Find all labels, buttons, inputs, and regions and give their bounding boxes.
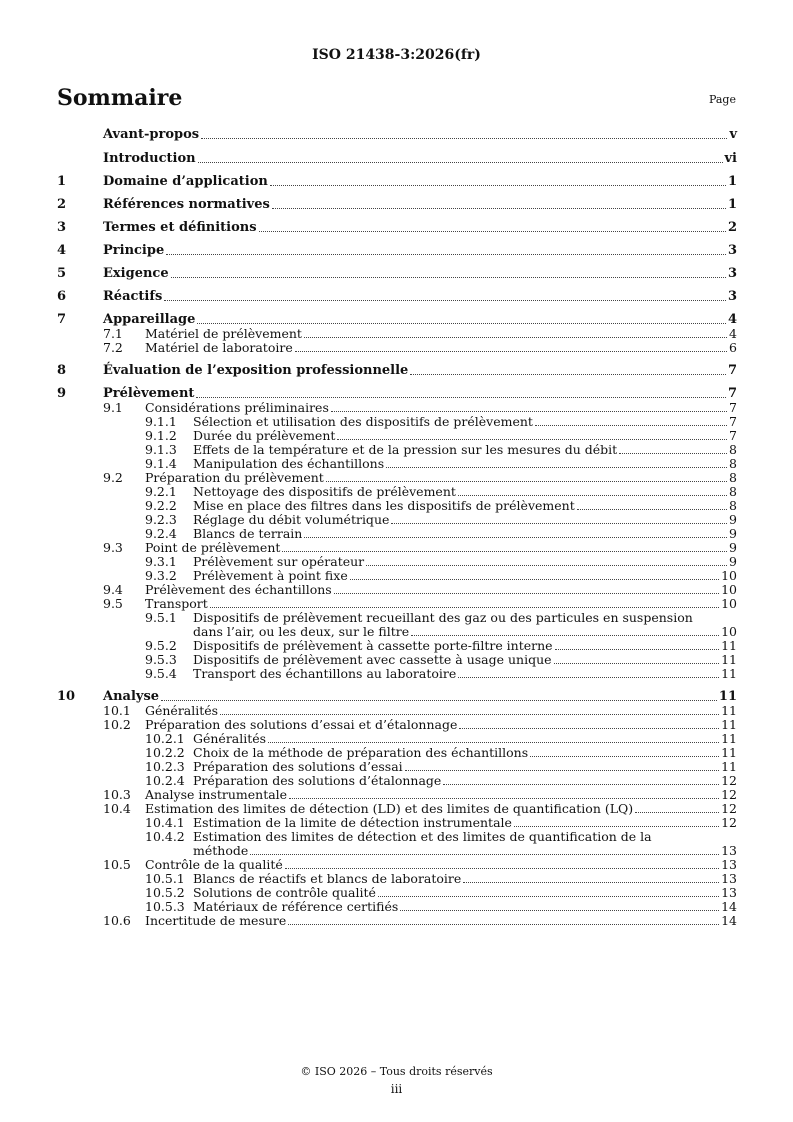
toc-entry-page: 11 xyxy=(721,638,737,653)
toc-entry-title: Principe xyxy=(103,243,165,258)
toc-entry[interactable] xyxy=(57,569,737,583)
toc-entry[interactable] xyxy=(57,198,737,212)
table-of-contents xyxy=(57,128,737,928)
dot-leader xyxy=(350,579,719,580)
toc-entry-title: Durée du prélèvement xyxy=(193,428,336,443)
toc-entry-page: 7 xyxy=(729,400,737,415)
toc-entry-page: 12 xyxy=(721,815,737,830)
dot-leader xyxy=(554,663,720,664)
toc-entry-number: 9.2.1 xyxy=(145,484,177,499)
toc-entry-title: Matériel de prélèvement xyxy=(145,326,302,341)
toc-entry-number: 9.5.4 xyxy=(145,666,177,681)
toc-entry-number: 8 xyxy=(57,363,67,378)
toc-entry-title: Estimation des limites de détection et des limites de quantification de la xyxy=(193,829,652,844)
toc-entry-title: Prélèvement sur opérateur xyxy=(193,554,365,569)
toc-entry-number: 6 xyxy=(57,289,67,304)
toc-entry-number: 10 xyxy=(57,689,76,704)
toc-entry-title: Blancs de terrain xyxy=(193,526,303,541)
toc-entry[interactable] xyxy=(57,816,737,830)
toc-entry-title: Mise en place des filtres dans les dispositifs de prélèvement xyxy=(193,498,575,513)
toc-entry[interactable] xyxy=(57,718,737,732)
toc-entry[interactable] xyxy=(57,443,737,457)
dot-leader xyxy=(304,337,727,338)
toc-entry-title: Considérations préliminaires xyxy=(145,400,329,415)
toc-entry-page: 3 xyxy=(727,289,737,304)
dot-leader xyxy=(198,162,723,163)
toc-entry-page: 7 xyxy=(727,363,737,378)
toc-entry-title: Incertitude de mesure xyxy=(145,913,287,928)
toc-entry-number: 9.1.1 xyxy=(145,414,177,429)
toc-entry-title: Prélèvement xyxy=(103,386,195,401)
dot-leader xyxy=(458,677,719,678)
toc-entry-page: 13 xyxy=(721,857,737,872)
toc-entry[interactable] xyxy=(57,128,737,142)
toc-entry[interactable] xyxy=(57,152,737,166)
page-number: iii xyxy=(390,1082,403,1096)
toc-entry-title: Choix de la méthode de préparation des échantillons xyxy=(193,745,529,760)
dot-leader xyxy=(196,397,726,398)
dot-leader xyxy=(220,714,719,715)
toc-entry[interactable] xyxy=(57,221,737,235)
dot-leader xyxy=(334,593,719,594)
toc-entry-number: 7.1 xyxy=(103,326,123,341)
toc-entry[interactable] xyxy=(57,583,737,597)
toc-entry[interactable] xyxy=(57,872,737,886)
dot-leader xyxy=(400,910,719,911)
dot-leader xyxy=(458,495,727,496)
toc-entry[interactable] xyxy=(57,415,737,429)
toc-entry-title: Manipulation des échantillons xyxy=(193,456,385,471)
toc-entry-page: 13 xyxy=(721,871,737,886)
toc-entry-title: Effets de la température et de la pression sur les mesures du débit xyxy=(193,442,618,457)
toc-entry-title: Termes et définitions xyxy=(103,220,257,235)
toc-entry-number: 9.3.1 xyxy=(145,554,177,569)
toc-entry-continuation xyxy=(57,625,737,639)
toc-entry-page: 9 xyxy=(729,526,737,541)
toc-entry-page: 11 xyxy=(718,689,737,704)
page-column-label: Page xyxy=(708,93,736,106)
toc-entry-page: 11 xyxy=(721,666,737,681)
toc-entry-title: Domaine d’application xyxy=(103,174,268,189)
toc-entry-number: 1 xyxy=(57,174,67,189)
toc-entry[interactable] xyxy=(57,746,737,760)
dot-leader xyxy=(337,439,727,440)
toc-entry-number: 10.5.1 xyxy=(145,871,185,886)
dot-leader xyxy=(577,509,727,510)
toc-entry-title: Analyse instrumentale xyxy=(145,787,288,802)
toc-entry-page: 11 xyxy=(721,745,737,760)
toc-entry-title: Estimation des limites de détection (LD) et des limites de quantification (LQ) xyxy=(145,801,634,816)
toc-entry-title: Préparation des solutions d’essai xyxy=(193,759,403,774)
dot-leader xyxy=(161,700,717,701)
toc-entry-page: 9 xyxy=(729,554,737,569)
toc-entry-page: 11 xyxy=(721,703,737,718)
toc-entry-page: 2 xyxy=(727,220,737,235)
dot-leader xyxy=(295,351,727,352)
toc-entry-number: 10.4.2 xyxy=(145,829,185,844)
toc-entry[interactable] xyxy=(57,513,737,527)
toc-entry[interactable] xyxy=(57,690,737,704)
toc-entry-title: Dispositifs de prélèvement avec cassette à usage unique xyxy=(193,652,552,667)
toc-entry-number: 10.2.2 xyxy=(145,745,185,760)
toc-entry[interactable] xyxy=(57,597,737,611)
toc-entry[interactable] xyxy=(57,611,737,625)
toc-entry[interactable] xyxy=(57,704,737,718)
toc-entry-page: 11 xyxy=(721,759,737,774)
toc-entry-page: 11 xyxy=(721,731,737,746)
dot-leader xyxy=(164,300,726,301)
toc-entry[interactable] xyxy=(57,313,737,327)
dot-leader xyxy=(443,784,719,785)
dot-leader xyxy=(166,254,726,255)
toc-entry-page: 10 xyxy=(721,624,737,639)
dot-leader xyxy=(635,812,719,813)
toc-entry[interactable] xyxy=(57,639,737,653)
toc-entry-page: 3 xyxy=(727,266,737,281)
toc-entry[interactable] xyxy=(57,760,737,774)
toc-entry-number: 9.1.3 xyxy=(145,442,177,457)
dot-leader xyxy=(555,649,720,650)
toc-entry-number: 9.2.2 xyxy=(145,498,177,513)
toc-entry-page: 12 xyxy=(721,801,737,816)
toc-entry-number: 9.1.4 xyxy=(145,456,177,471)
toc-entry-title: Transport xyxy=(145,596,208,611)
toc-entry-number: 2 xyxy=(57,197,67,212)
dot-leader xyxy=(270,185,726,186)
toc-entry-page: 14 xyxy=(721,899,737,914)
toc-entry-number: 9.4 xyxy=(103,582,123,597)
toc-entry-page: 1 xyxy=(727,174,737,189)
toc-entry-page: 10 xyxy=(721,582,737,597)
toc-entry-number: 9.2.4 xyxy=(145,526,177,541)
toc-entry-number: 9.5.2 xyxy=(145,638,177,653)
dot-leader xyxy=(171,277,726,278)
toc-entry[interactable] xyxy=(57,886,737,900)
toc-entry-page: 4 xyxy=(729,326,737,341)
dot-leader xyxy=(411,635,719,636)
toc-entry[interactable] xyxy=(57,527,737,541)
toc-entry-number: 10.3 xyxy=(103,787,131,802)
toc-entry-title: Préparation des solutions d’essai et d’étalonnage xyxy=(145,717,458,732)
toc-entry-title: Exigence xyxy=(103,266,169,281)
dot-leader xyxy=(282,551,727,552)
toc-entry-number: 10.1 xyxy=(103,703,131,718)
toc-entry[interactable] xyxy=(57,788,737,802)
toc-entry-number: 9 xyxy=(57,386,67,401)
dot-leader xyxy=(210,607,719,608)
toc-entry[interactable] xyxy=(57,653,737,667)
toc-entry-page: 3 xyxy=(727,243,737,258)
dot-leader xyxy=(250,854,719,855)
toc-entry[interactable] xyxy=(57,267,737,281)
toc-entry-title: Références normatives xyxy=(103,197,270,212)
toc-entry-number: 9.3 xyxy=(103,540,123,555)
toc-entry-number: 10.4.1 xyxy=(145,815,185,830)
toc-entry-continuation xyxy=(57,844,737,858)
dot-leader xyxy=(288,924,719,925)
toc-entry-page: 1 xyxy=(727,197,737,212)
toc-entry-page: 4 xyxy=(727,312,737,327)
toc-entry[interactable] xyxy=(57,667,737,681)
dot-leader xyxy=(366,565,727,566)
toc-entry[interactable] xyxy=(57,900,737,914)
dot-leader xyxy=(285,868,719,869)
toc-entry[interactable] xyxy=(57,914,737,928)
toc-entry-title: Introduction xyxy=(103,151,196,166)
toc-entry-page: 10 xyxy=(721,596,737,611)
toc-entry-page: 6 xyxy=(729,340,737,355)
toc-entry-title: Blancs de réactifs et blancs de laboratoire xyxy=(193,871,462,886)
toc-entry-page: 9 xyxy=(729,540,737,555)
toc-entry[interactable] xyxy=(57,341,737,355)
toc-entry[interactable] xyxy=(57,858,737,872)
toc-entry-title: Réactifs xyxy=(103,289,163,304)
toc-entry-page: 8 xyxy=(729,470,737,485)
toc-entry-page: 7 xyxy=(729,428,737,443)
dot-leader xyxy=(197,323,726,324)
toc-entry-page: 8 xyxy=(729,456,737,471)
toc-entry-page: 7 xyxy=(727,386,737,401)
toc-entry-title: Généralités xyxy=(145,703,219,718)
toc-entry[interactable] xyxy=(57,175,737,189)
toc-entry-number: 10.5 xyxy=(103,857,131,872)
toc-entry-title-continued: dans l’air, ou les deux, sur le filtre xyxy=(193,624,410,639)
toc-entry[interactable] xyxy=(57,774,737,788)
toc-entry[interactable] xyxy=(57,732,737,746)
toc-entry-page: 9 xyxy=(729,512,737,527)
dot-leader xyxy=(535,425,727,426)
toc-entry-number: 10.2.3 xyxy=(145,759,185,774)
toc-entry-page: 8 xyxy=(729,442,737,457)
toc-entry-title: Dispositifs de prélèvement recueillant des gaz ou des particules en suspension xyxy=(193,610,693,625)
dot-leader xyxy=(391,523,727,524)
toc-entry-number: 9.2.3 xyxy=(145,512,177,527)
toc-entry[interactable] xyxy=(57,555,737,569)
toc-entry-title: Sélection et utilisation des dispositifs de prélèvement xyxy=(193,414,533,429)
toc-entry-title: Évaluation de l’exposition professionnelle xyxy=(103,363,409,378)
toc-entry-number: 10.5.2 xyxy=(145,885,185,900)
dot-leader xyxy=(268,742,719,743)
toc-entry-number: 9.1 xyxy=(103,400,123,415)
toc-entry-title: Estimation de la limite de détection instrumentale xyxy=(193,815,512,830)
toc-entry-page: vi xyxy=(724,151,737,166)
toc-entry-page: 11 xyxy=(721,652,737,667)
toc-entry-page: v xyxy=(729,127,737,142)
toc-entry-title: Généralités xyxy=(193,731,267,746)
toc-entry-page: 11 xyxy=(721,717,737,732)
dot-leader xyxy=(459,728,719,729)
toc-entry[interactable] xyxy=(57,401,737,415)
dot-leader xyxy=(619,453,727,454)
dot-leader xyxy=(289,798,719,799)
toc-entry[interactable] xyxy=(57,457,737,471)
toc-entry[interactable] xyxy=(57,471,737,485)
toc-entry-page: 14 xyxy=(721,913,737,928)
toc-entry-title: Contrôle de la qualité xyxy=(145,857,283,872)
toc-entry-title: Solutions de contrôle qualité xyxy=(193,885,376,900)
dot-leader xyxy=(410,374,726,375)
toc-entry[interactable] xyxy=(57,802,737,816)
toc-entry-title: Analyse xyxy=(103,689,160,704)
toc-entry[interactable] xyxy=(57,327,737,341)
toc-entry-title: Appareillage xyxy=(103,312,196,327)
toc-entry-number: 9.5.3 xyxy=(145,652,177,667)
toc-entry[interactable] xyxy=(57,387,737,401)
dot-leader xyxy=(326,481,727,482)
dot-leader xyxy=(514,826,719,827)
toc-entry[interactable] xyxy=(57,485,737,499)
page-title: Sommaire xyxy=(57,85,183,111)
toc-entry-title: Réglage du débit volumétrique xyxy=(193,512,390,527)
toc-entry-page: 8 xyxy=(729,498,737,513)
toc-entry-number: 9.1.2 xyxy=(145,428,177,443)
toc-entry-title: Prélèvement à point fixe xyxy=(193,568,348,583)
toc-entry-title: Point de prélèvement xyxy=(145,540,281,555)
toc-entry-number: 9.5.1 xyxy=(145,610,177,625)
toc-entry-page: 13 xyxy=(721,843,737,858)
document-id: ISO 21438-3:2026(fr) xyxy=(312,47,481,63)
toc-entry-number: 3 xyxy=(57,220,67,235)
toc-entry-title: Préparation du prélèvement xyxy=(145,470,324,485)
toc-entry-number: 9.2 xyxy=(103,470,123,485)
dot-leader xyxy=(201,138,727,139)
toc-entry[interactable] xyxy=(57,429,737,443)
toc-entry-page: 8 xyxy=(729,484,737,499)
toc-entry-title: Préparation des solutions d’étalonnage xyxy=(193,773,442,788)
toc-entry-title-continued: méthode xyxy=(193,843,249,858)
toc-entry-title: Avant-propos xyxy=(103,127,200,142)
toc-entry-page: 13 xyxy=(721,885,737,900)
dot-leader xyxy=(259,231,726,232)
toc-entry-title: Matériaux de référence certifiés xyxy=(193,899,399,914)
dot-leader xyxy=(386,467,727,468)
dot-leader xyxy=(304,537,727,538)
copyright-notice: © ISO 2026 – Tous droits réservés xyxy=(300,1065,493,1078)
toc-entry[interactable] xyxy=(57,364,737,378)
toc-entry[interactable] xyxy=(57,290,737,304)
toc-entry-number: 7.2 xyxy=(103,340,123,355)
toc-entry-title: Nettoyage des dispositifs de prélèvement xyxy=(193,484,456,499)
toc-entry-number: 4 xyxy=(57,243,67,258)
toc-entry-page: 7 xyxy=(729,414,737,429)
dot-leader xyxy=(331,411,727,412)
toc-entry[interactable] xyxy=(57,244,737,258)
toc-entry-number: 9.3.2 xyxy=(145,568,177,583)
toc-entry-title: Transport des échantillons au laboratoire xyxy=(193,666,457,681)
toc-entry-title: Prélèvement des échantillons xyxy=(145,582,332,597)
toc-entry-number: 10.5.3 xyxy=(145,899,185,914)
toc-entry-title: Dispositifs de prélèvement à cassette porte-filtre interne xyxy=(193,638,553,653)
toc-entry-page: 10 xyxy=(721,568,737,583)
dot-leader xyxy=(405,770,719,771)
toc-entry[interactable] xyxy=(57,541,737,555)
toc-entry-title: Matériel de laboratoire xyxy=(145,340,293,355)
toc-entry-number: 10.2.4 xyxy=(145,773,185,788)
toc-entry-number: 10.4 xyxy=(103,801,131,816)
dot-leader xyxy=(378,896,719,897)
toc-entry-page: 12 xyxy=(721,787,737,802)
toc-entry-number: 7 xyxy=(57,312,67,327)
toc-entry[interactable] xyxy=(57,499,737,513)
toc-entry-page: 12 xyxy=(721,773,737,788)
toc-entry-number: 10.6 xyxy=(103,913,131,928)
dot-leader xyxy=(530,756,719,757)
toc-entry-number: 9.5 xyxy=(103,596,123,611)
toc-entry[interactable] xyxy=(57,830,737,844)
dot-leader xyxy=(463,882,719,883)
toc-entry-number: 5 xyxy=(57,266,67,281)
toc-entry-number: 10.2.1 xyxy=(145,731,185,746)
dot-leader xyxy=(272,208,726,209)
toc-entry-number: 10.2 xyxy=(103,717,131,732)
